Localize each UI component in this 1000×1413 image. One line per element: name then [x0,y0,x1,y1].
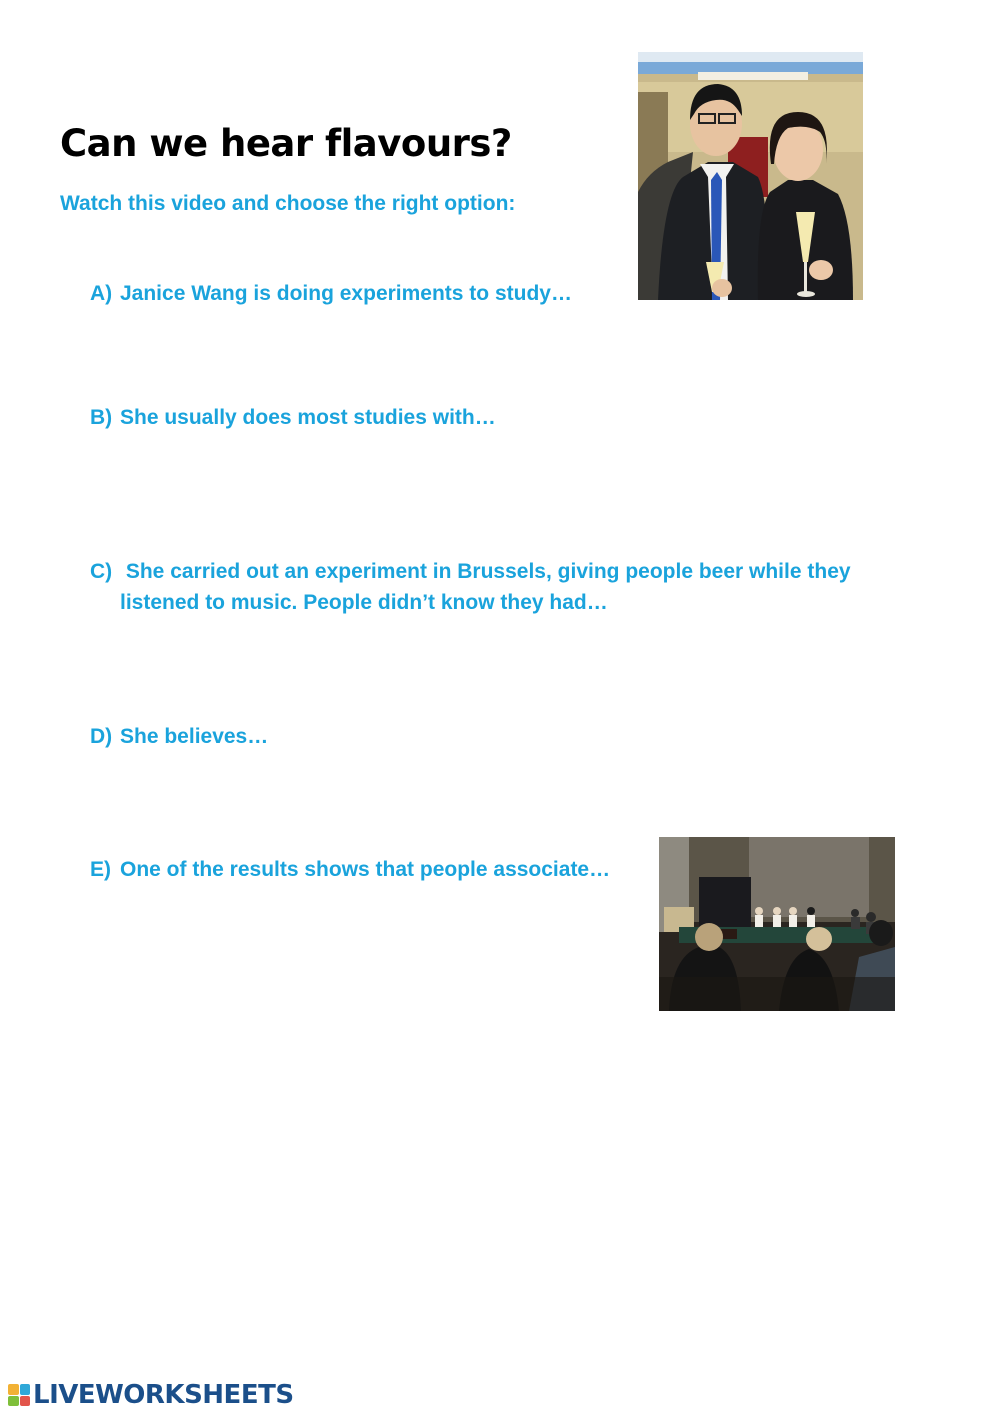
conference-room-photo [659,837,895,1011]
question-letter: D) [90,725,113,748]
question-text: One of the results shows that people associate… [120,858,611,881]
question-e [90,854,630,885]
question-text: She believes… [120,725,269,748]
question-c [90,556,870,618]
question-text: She usually does most studies with… [120,406,496,429]
question-letter: E) [90,858,111,881]
question-b [90,402,870,433]
question-letter: A) [90,282,113,305]
liveworksheets-logo [8,1380,294,1410]
question-text: Janice Wang is doing experiments to study… [120,282,572,305]
logo-icon [8,1384,30,1406]
portrait-photo [638,52,863,300]
question-letter: C) [90,560,113,583]
question-letter: B) [90,406,113,429]
worksheet-title: Can we hear flavours? [60,122,512,165]
worksheet-instruction: Watch this video and choose the right option: [60,192,516,215]
brand-name: LIVEWORKSHEETS [33,1380,294,1410]
question-d [90,721,870,752]
question-text: She carried out an experiment in Brussels, giving people beer while they listened to music. People didn’t know they had… [120,560,857,614]
